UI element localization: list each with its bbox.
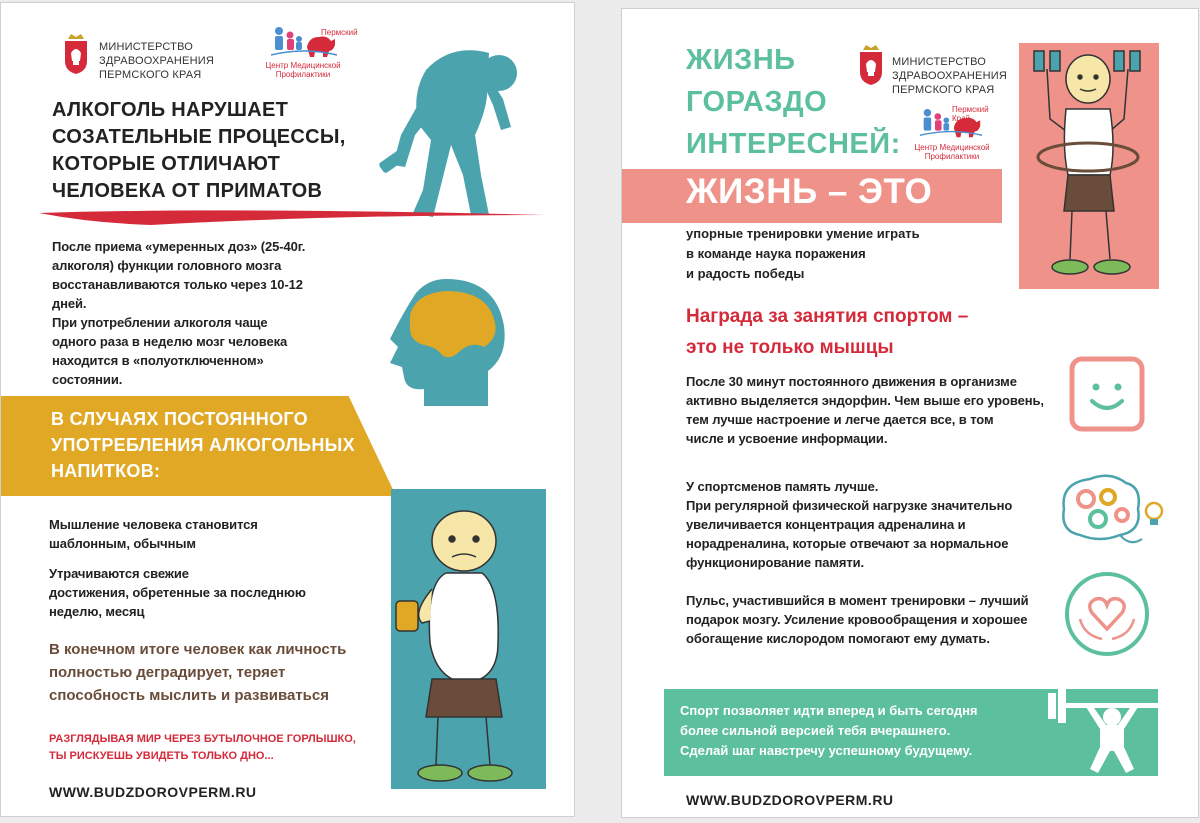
- title-line: ЖИЗНЬ: [686, 44, 796, 76]
- ministry-line: МИНИСТЕРСТВО: [892, 56, 986, 68]
- text-line: При употреблении алкоголя чаще: [52, 315, 268, 330]
- text-line: Пульс, участившийся в момент тренировки – лучший: [686, 593, 1029, 608]
- logo-text-line: Профилактики: [924, 152, 980, 161]
- text-line: полностью деградирует, теряет: [49, 664, 286, 681]
- text-line: Спорт позволяет идти вперед и быть сегодня: [680, 703, 978, 718]
- brain-gears-lightbulb-icon: [1050, 469, 1170, 551]
- ministry-name: [99, 40, 214, 82]
- text-line: способность мыслить и развиваться: [49, 687, 329, 704]
- life-is-subtitle: [686, 224, 986, 284]
- text-line: подарок мозгу. Усиление кровообращения и хорошее: [686, 612, 1028, 627]
- text-line: Сделай шаг навстречу успешному будущему.: [680, 743, 973, 758]
- weightlifter-icon: [1042, 685, 1182, 777]
- title-line: ГОРАЗДО: [686, 86, 828, 118]
- text-line: При регулярной физической нагрузке значительно: [686, 498, 1013, 513]
- perm-krai-coat-of-arms-icon: [63, 31, 89, 75]
- text-line: упорные тренировки умение играть: [686, 226, 920, 241]
- text-line: После 30 минут постоянного движения в организме: [686, 374, 1017, 389]
- text-line: норадреналина, которые отвечают за нормальное: [686, 536, 1009, 551]
- website-url: WWW.BUDZDOROVPERM.RU: [686, 792, 894, 808]
- text-line: После приема «умеренных доз» (25-40г.: [52, 239, 306, 254]
- text-line: достижения, обретенные за последнюю: [49, 585, 306, 600]
- drinking-man-illustration-icon: [386, 503, 546, 793]
- text-line: ТЫ РИСКУЕШЬ УВИДЕТЬ ТОЛЬКО ДНО...: [49, 750, 274, 762]
- text-line: Утрачиваются свежие: [49, 566, 189, 581]
- alcohol-poster: [0, 2, 575, 817]
- logo-text-line: Край: [952, 114, 971, 123]
- dumbbell-man-illustration-icon: [1014, 39, 1164, 291]
- text-line: состоянии.: [52, 372, 123, 387]
- reward-heading: [686, 301, 1046, 363]
- banner-line: НАПИТКОВ:: [51, 461, 161, 481]
- text-line: В конечном итоге человек как личность: [49, 641, 347, 658]
- ministry-line: ПЕРМСКОГО КРАЯ: [99, 69, 202, 81]
- logo-text-line: Пермский: [321, 28, 358, 37]
- title-line: СОЗАТЕЛЬНЫЕ ПРОЦЕССЫ,: [52, 126, 346, 148]
- text-line: одного раза в неделю мозг человека: [52, 334, 288, 349]
- text-line: активно выделяется эндорфин. Чем выше его уровень,: [686, 393, 1044, 408]
- poster-title: [52, 97, 382, 205]
- sport-poster: [621, 8, 1199, 818]
- text-line: в команде наука поражения: [686, 246, 866, 261]
- text-line: находится в «полуотключенном»: [52, 353, 264, 368]
- text-line: алкоголя) функции головного мозга: [52, 258, 282, 273]
- ministry-name: [892, 55, 1007, 97]
- title-line: АЛКОГОЛЬ НАРУШАЕТ: [52, 99, 289, 121]
- head-brain-icon: [376, 271, 516, 411]
- endorphin-paragraph: [686, 372, 1066, 448]
- conclusion-paragraph: [49, 638, 379, 707]
- website-url: WWW.BUDZDOROVPERM.RU: [49, 784, 257, 800]
- memory-loss-paragraph: [49, 564, 339, 621]
- title-line: КОТОРЫЕ ОТЛИЧАЮТ: [52, 153, 281, 175]
- banner-line: В СЛУЧАЯХ ПОСТОЯННОГО: [51, 409, 308, 429]
- heading-line: Награда за занятия спортом –: [686, 306, 969, 327]
- ministry-line: ЗДРАВООХРАНЕНИЯ: [99, 55, 214, 67]
- band-heading: ЖИЗНЬ – ЭТО: [686, 172, 933, 211]
- ministry-line: ЗДРАВООХРАНЕНИЯ: [892, 70, 1007, 82]
- red-brush-stroke: [31, 203, 551, 233]
- text-line: восстанавливаются только через 10-12: [52, 277, 303, 292]
- pulse-paragraph: [686, 591, 1056, 648]
- perm-krai-coat-of-arms-icon: [858, 42, 884, 86]
- text-line: Мышление человека становится: [49, 517, 258, 532]
- staggering-man-silhouette-icon: [371, 25, 536, 225]
- logo-text-line: Центр Медицинской: [914, 143, 990, 152]
- text-line: увеличивается концентрация адреналина и: [686, 517, 966, 532]
- smiley-face-icon: [1068, 355, 1146, 433]
- logo-region-label: [952, 105, 989, 123]
- title-line: ИНТЕРЕСНЕЙ:: [686, 128, 901, 160]
- text-line: РАЗГЛЯДЫВАЯ МИР ЧЕРЕЗ БУТЫЛОЧНОЕ ГОРЛЫШКО,: [49, 733, 356, 745]
- text-line: обогащение кислородом помогают ему думать.: [686, 631, 990, 646]
- text-line: числе и усвоение информации.: [686, 431, 888, 446]
- text-line: шаблонным, обычным: [49, 536, 196, 551]
- logo-text-line: Пермский: [952, 105, 989, 114]
- callout-text: [680, 701, 1050, 761]
- memory-paragraph: [686, 477, 1056, 572]
- heart-hands-icon: [1062, 569, 1152, 659]
- title-line: ЧЕЛОВЕКА ОТ ПРИМАТОВ: [52, 180, 323, 202]
- logo-text-line: Центр Медицинской: [265, 61, 341, 70]
- ministry-line: ПЕРМСКОГО КРАЯ: [892, 84, 995, 96]
- logo-caption: [912, 143, 992, 161]
- logo-caption: [263, 61, 343, 79]
- text-line: и радость победы: [686, 266, 805, 281]
- text-line: дней.: [52, 296, 87, 311]
- thinking-paragraph: [49, 515, 299, 553]
- warning-slogan: [49, 731, 389, 765]
- text-line: функционирование памяти.: [686, 555, 865, 570]
- logo-text-line: Профилактики: [275, 70, 331, 79]
- banner-line: УПОТРЕБЛЕНИЯ АЛКОГОЛЬНЫХ: [51, 435, 355, 455]
- banner-heading: [51, 406, 391, 484]
- heading-line: это не только мышцы: [686, 337, 894, 358]
- ministry-line: МИНИСТЕРСТВО: [99, 41, 193, 53]
- brain-recovery-paragraph: [52, 237, 352, 389]
- text-line: У спортсменов память лучше.: [686, 479, 879, 494]
- text-line: тем лучше настроение и легче дается все, в том: [686, 412, 994, 427]
- logo-region-label: [265, 28, 358, 37]
- text-line: неделю, месяц: [49, 604, 145, 619]
- text-line: более сильной версией тебя вчерашнего.: [680, 723, 951, 738]
